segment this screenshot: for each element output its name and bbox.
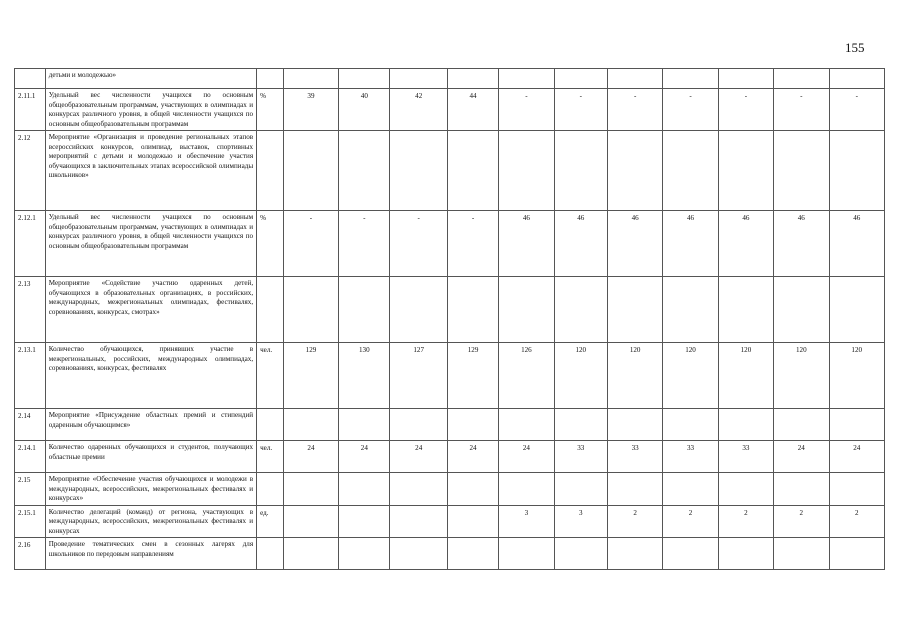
value-cell: - [283, 211, 338, 277]
table-row [15, 277, 885, 343]
unit-cell: % [257, 211, 284, 277]
value-cell: 129 [283, 343, 338, 409]
value-cell [554, 473, 607, 506]
row-description-cell: Количество делегаций (команд) от региона, участвующих в международных, всероссийских, межрегиональных фестивалях и конкурсах [45, 505, 256, 538]
value-cell [390, 277, 447, 343]
value-cell [554, 409, 607, 441]
value-cell: 24 [390, 441, 447, 473]
value-cell [829, 131, 885, 211]
row-description-cell: Количество одаренных обучающихся и студентов, получающих областные премии [45, 441, 256, 473]
value-cell: - [829, 89, 885, 131]
unit-cell [257, 473, 284, 506]
value-cell [390, 409, 447, 441]
indicator-table [14, 68, 885, 570]
value-cell: 120 [774, 343, 829, 409]
value-cell [607, 277, 662, 343]
value-cell [829, 277, 885, 343]
value-cell: 24 [829, 441, 885, 473]
value-cell: 46 [829, 211, 885, 277]
value-cell: 44 [447, 89, 498, 131]
value-cell: 33 [554, 441, 607, 473]
value-cell [447, 131, 498, 211]
value-cell [447, 473, 498, 506]
unit-cell: чел. [257, 343, 284, 409]
value-cell [663, 277, 718, 343]
value-cell [607, 538, 662, 570]
value-cell: 127 [390, 343, 447, 409]
value-cell: - [607, 89, 662, 131]
value-cell [718, 69, 773, 89]
value-cell [283, 473, 338, 506]
value-cell [774, 131, 829, 211]
value-cell: 3 [499, 505, 554, 538]
value-cell: 24 [499, 441, 554, 473]
value-cell [607, 409, 662, 441]
unit-cell [257, 538, 284, 570]
row-number-cell: 2.16 [15, 538, 46, 570]
row-description-cell: Мероприятие «Присуждение областных премий и стипендий одаренным обучающимся» [45, 409, 256, 441]
value-cell: 46 [607, 211, 662, 277]
value-cell [339, 505, 390, 538]
value-cell [390, 69, 447, 89]
value-cell [283, 505, 338, 538]
value-cell [339, 538, 390, 570]
row-number-cell: 2.13 [15, 277, 46, 343]
value-cell: - [390, 211, 447, 277]
value-cell [447, 409, 498, 441]
row-number-cell: 2.11.1 [15, 89, 46, 131]
value-cell: 120 [607, 343, 662, 409]
value-cell [390, 473, 447, 506]
row-number-cell: 2.14.1 [15, 441, 46, 473]
value-cell [607, 69, 662, 89]
value-cell [447, 69, 498, 89]
unit-cell [257, 409, 284, 441]
value-cell: 2 [663, 505, 718, 538]
value-cell: 24 [447, 441, 498, 473]
value-cell [718, 409, 773, 441]
table-row [15, 69, 885, 89]
value-cell [447, 277, 498, 343]
value-cell: 46 [554, 211, 607, 277]
row-description-cell: Удельный вес численности учащихся по основным общеобразовательным программам, участвующих в олимпиадах и конкурсах различного уровня, в общей численности учащихся по основным общеобразовательным программам [45, 211, 256, 277]
value-cell [554, 131, 607, 211]
value-cell [283, 538, 338, 570]
unit-cell [257, 277, 284, 343]
value-cell [499, 69, 554, 89]
value-cell [663, 131, 718, 211]
row-description-cell: Количество обучающихся, принявших участие в межрегиональных, российских, международных олимпиадах, соревнованиях, конкурсах, фестивалях [45, 343, 256, 409]
value-cell: 3 [554, 505, 607, 538]
value-cell: - [447, 211, 498, 277]
value-cell: 39 [283, 89, 338, 131]
row-description-cell: Мероприятие «Содействие участию одаренных детей, обучающихся в образовательных организациях, в российских, международных, межрегиональных олимпиадах, фестивалях, соревнованиях, конкурсах, смотрах» [45, 277, 256, 343]
value-cell [774, 409, 829, 441]
value-cell [718, 473, 773, 506]
table-row [15, 211, 885, 277]
value-cell [447, 505, 498, 538]
table-row [15, 131, 885, 211]
row-number-cell: 2.14 [15, 409, 46, 441]
value-cell [554, 69, 607, 89]
value-cell: 2 [774, 505, 829, 538]
value-cell [774, 538, 829, 570]
row-description-cell: Мероприятие «Организация и проведение региональных этапов всероссийских конкурсов, олимпиад, выставок, спортивных мероприятий с детьми и молодежью и обеспечение участия обучающихся в заключительных этапах всероссийской олимпиады школьников» [45, 131, 256, 211]
value-cell [554, 538, 607, 570]
value-cell [829, 409, 885, 441]
table-row [15, 505, 885, 538]
value-cell: 129 [447, 343, 498, 409]
value-cell: 2 [718, 505, 773, 538]
row-number-cell: 2.15 [15, 473, 46, 506]
value-cell: 120 [663, 343, 718, 409]
value-cell [663, 473, 718, 506]
value-cell [390, 505, 447, 538]
value-cell [283, 277, 338, 343]
value-cell [257, 69, 284, 89]
row-description-cell: Удельный вес численности учащихся по основным общеобразовательным программам, участвующих в олимпиадах и конкурсах различного уровня, в общей численности учащихся по основным общеобразовательным программам [45, 89, 256, 131]
value-cell: - [554, 89, 607, 131]
value-cell: 120 [554, 343, 607, 409]
value-cell [283, 409, 338, 441]
value-cell [283, 69, 338, 89]
row-number-cell: 2.12 [15, 131, 46, 211]
value-cell [829, 538, 885, 570]
value-cell [499, 473, 554, 506]
value-cell: 24 [283, 441, 338, 473]
value-cell: 24 [774, 441, 829, 473]
value-cell: 46 [718, 211, 773, 277]
value-cell: 46 [663, 211, 718, 277]
value-cell: 46 [774, 211, 829, 277]
value-cell: 2 [829, 505, 885, 538]
page-number: 155 [845, 40, 865, 55]
value-cell: - [663, 89, 718, 131]
value-cell: 130 [339, 343, 390, 409]
unit-cell: % [257, 89, 284, 131]
value-cell [663, 538, 718, 570]
value-cell: 42 [390, 89, 447, 131]
value-cell [390, 538, 447, 570]
value-cell: - [718, 89, 773, 131]
row-number-cell [15, 69, 46, 89]
value-cell [663, 409, 718, 441]
value-cell [339, 409, 390, 441]
value-cell [774, 69, 829, 89]
unit-cell [257, 131, 284, 211]
table-row [15, 473, 885, 506]
value-cell [774, 473, 829, 506]
value-cell [283, 131, 338, 211]
row-description-cell: Проведение тематических смен в сезонных лагерях для школьников по передовым направлениям [45, 538, 256, 570]
value-cell [774, 277, 829, 343]
value-cell [718, 538, 773, 570]
value-cell [718, 131, 773, 211]
value-cell [554, 277, 607, 343]
value-cell [447, 538, 498, 570]
value-cell [607, 473, 662, 506]
row-description-cell: детьми и молодежью» [45, 69, 256, 89]
table-row [15, 343, 885, 409]
value-cell [499, 538, 554, 570]
value-cell [607, 131, 662, 211]
table-row [15, 538, 885, 570]
value-cell [339, 69, 390, 89]
value-cell: 24 [339, 441, 390, 473]
value-cell: 120 [829, 343, 885, 409]
value-cell: 33 [663, 441, 718, 473]
value-cell: 33 [607, 441, 662, 473]
value-cell [499, 409, 554, 441]
value-cell [390, 131, 447, 211]
value-cell: - [339, 211, 390, 277]
value-cell [829, 473, 885, 506]
value-cell: 33 [718, 441, 773, 473]
row-description-cell: Мероприятие «Обеспечение участия обучающихся и молодежи в международных, всероссийских, межрегиональных фестивалях и конкурсах» [45, 473, 256, 506]
value-cell [499, 277, 554, 343]
value-cell [718, 277, 773, 343]
value-cell: 2 [607, 505, 662, 538]
value-cell: 40 [339, 89, 390, 131]
value-cell [663, 69, 718, 89]
unit-cell: чел. [257, 441, 284, 473]
row-number-cell: 2.12.1 [15, 211, 46, 277]
value-cell: - [774, 89, 829, 131]
value-cell [499, 131, 554, 211]
value-cell [829, 69, 885, 89]
table-row [15, 89, 885, 131]
value-cell: 126 [499, 343, 554, 409]
unit-cell: ед. [257, 505, 284, 538]
row-number-cell: 2.13.1 [15, 343, 46, 409]
value-cell: 46 [499, 211, 554, 277]
value-cell: - [499, 89, 554, 131]
value-cell [339, 277, 390, 343]
value-cell [339, 131, 390, 211]
table-row [15, 409, 885, 441]
row-number-cell: 2.15.1 [15, 505, 46, 538]
value-cell [339, 473, 390, 506]
value-cell: 120 [718, 343, 773, 409]
table-row [15, 441, 885, 473]
